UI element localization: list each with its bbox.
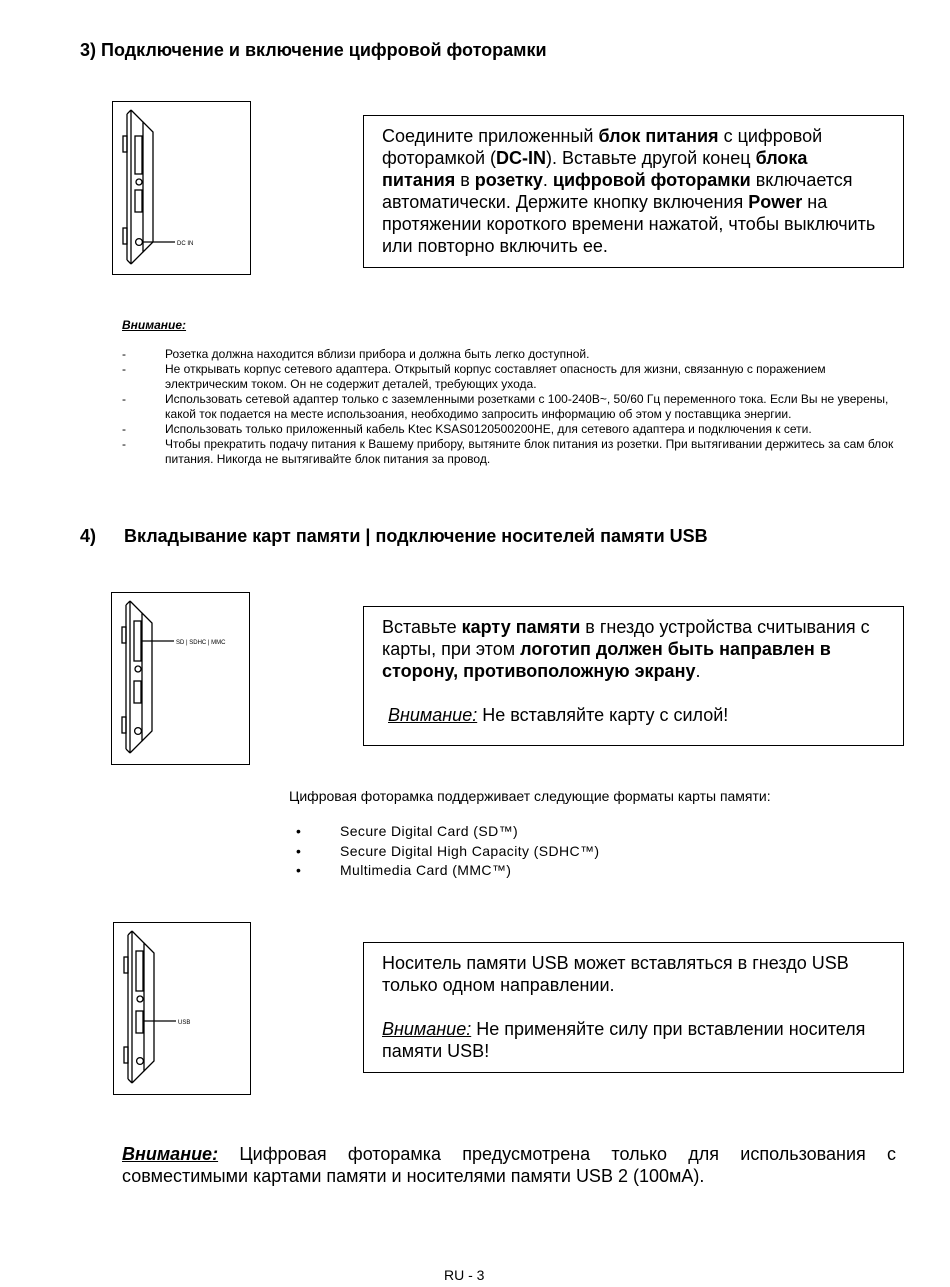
warning-item: - Чтобы прекратить подачу питания к Вашему прибору, вытяните блок питания из розетки. При вытягивании держитесь за сам блок питания. Никогда не вытягивайте блок питания за провод.: [122, 437, 894, 466]
supported-formats-list: [296, 822, 599, 881]
format-item: • Secure Digital Card (SD™): [296, 823, 519, 839]
warning-title: Внимание:: [122, 318, 187, 332]
usb-instructions: [363, 942, 904, 1073]
power-connection-text: Соедините приложенный блок питания с цифровой фоторамкой (DC-IN). Вставьте другой конец блока питания в розетку. цифровой фоторамки включается автоматически. Держите кнопку включения Power на протяжении короткого времени нажатой, чтобы выключить или повторно включить ее.: [382, 126, 876, 256]
warning-item: - Использовать только приложенный кабель Ktec KSAS0120500200HE, для сетевого адаптера и подключения к сети.: [122, 422, 812, 436]
format-item: • Multimedia Card (MMC™): [296, 862, 512, 878]
warning-list: [122, 347, 896, 467]
power-connection-instructions: [363, 115, 904, 268]
memory-card-instructions: [363, 606, 904, 746]
memory-card-warning: Внимание: Не вставляйте карту с силой!: [388, 705, 729, 725]
card-slot-illustration: [111, 592, 250, 765]
usb-warning: Внимание: Не применяйте силу при вставлении носителя памяти USB!: [382, 1019, 866, 1061]
memory-card-text: Вставьте карту памяти в гнездо устройства считывания с карты, при этом логотип должен быть направлен в сторону, противоположную экрану.: [382, 617, 870, 681]
format-item: • Secure Digital High Capacity (SDHC™): [296, 842, 600, 859]
supported-formats-intro: Цифровая фоторамка поддерживает следующие форматы карты памяти:: [289, 788, 771, 804]
section-4-title: Вкладывание карт памяти | подключение носителей памяти USB: [124, 526, 708, 546]
warning-item: - Использовать сетевой адаптер только с заземленными розетками с 100-240В~, 50/60 Гц переменного тока. Если Вы не уверены, какой ток подается на месте использоания, необходимо запросить информацию об этом у поставщика энергии.: [122, 392, 889, 421]
section-3-heading: 3) Подключение и включение цифровой фоторамки: [80, 40, 547, 60]
card-slot-label: SD | SDHC | MMC: [176, 640, 226, 646]
usb-port-label: USB: [178, 1020, 191, 1026]
section-4-number: 4): [80, 526, 97, 546]
page-number: RU - 3: [444, 1267, 485, 1283]
warning-item: - Не открывать корпус сетевого адаптера. Открытый корпус составляет опасность для жизни, связанную с поражением электрическим током. Он не содержит деталей, требующих ухода.: [122, 362, 826, 391]
compatibility-note: Внимание: Цифровая фоторамка предусмотрена только для использования с совместимыми картами памяти и носителями памяти USB 2 (100мА).: [122, 1144, 896, 1186]
section-4-heading: [80, 526, 708, 547]
dc-in-label: DC IN: [177, 241, 194, 247]
usb-port-illustration: [113, 922, 251, 1095]
usb-text: Носитель памяти USB может вставляться в гнездо USB только одном направлении.: [382, 953, 849, 995]
dc-in-port-illustration: [112, 101, 251, 275]
warning-item: - Розетка должна находится вблизи прибора и должна быть легко доступной.: [122, 347, 590, 361]
